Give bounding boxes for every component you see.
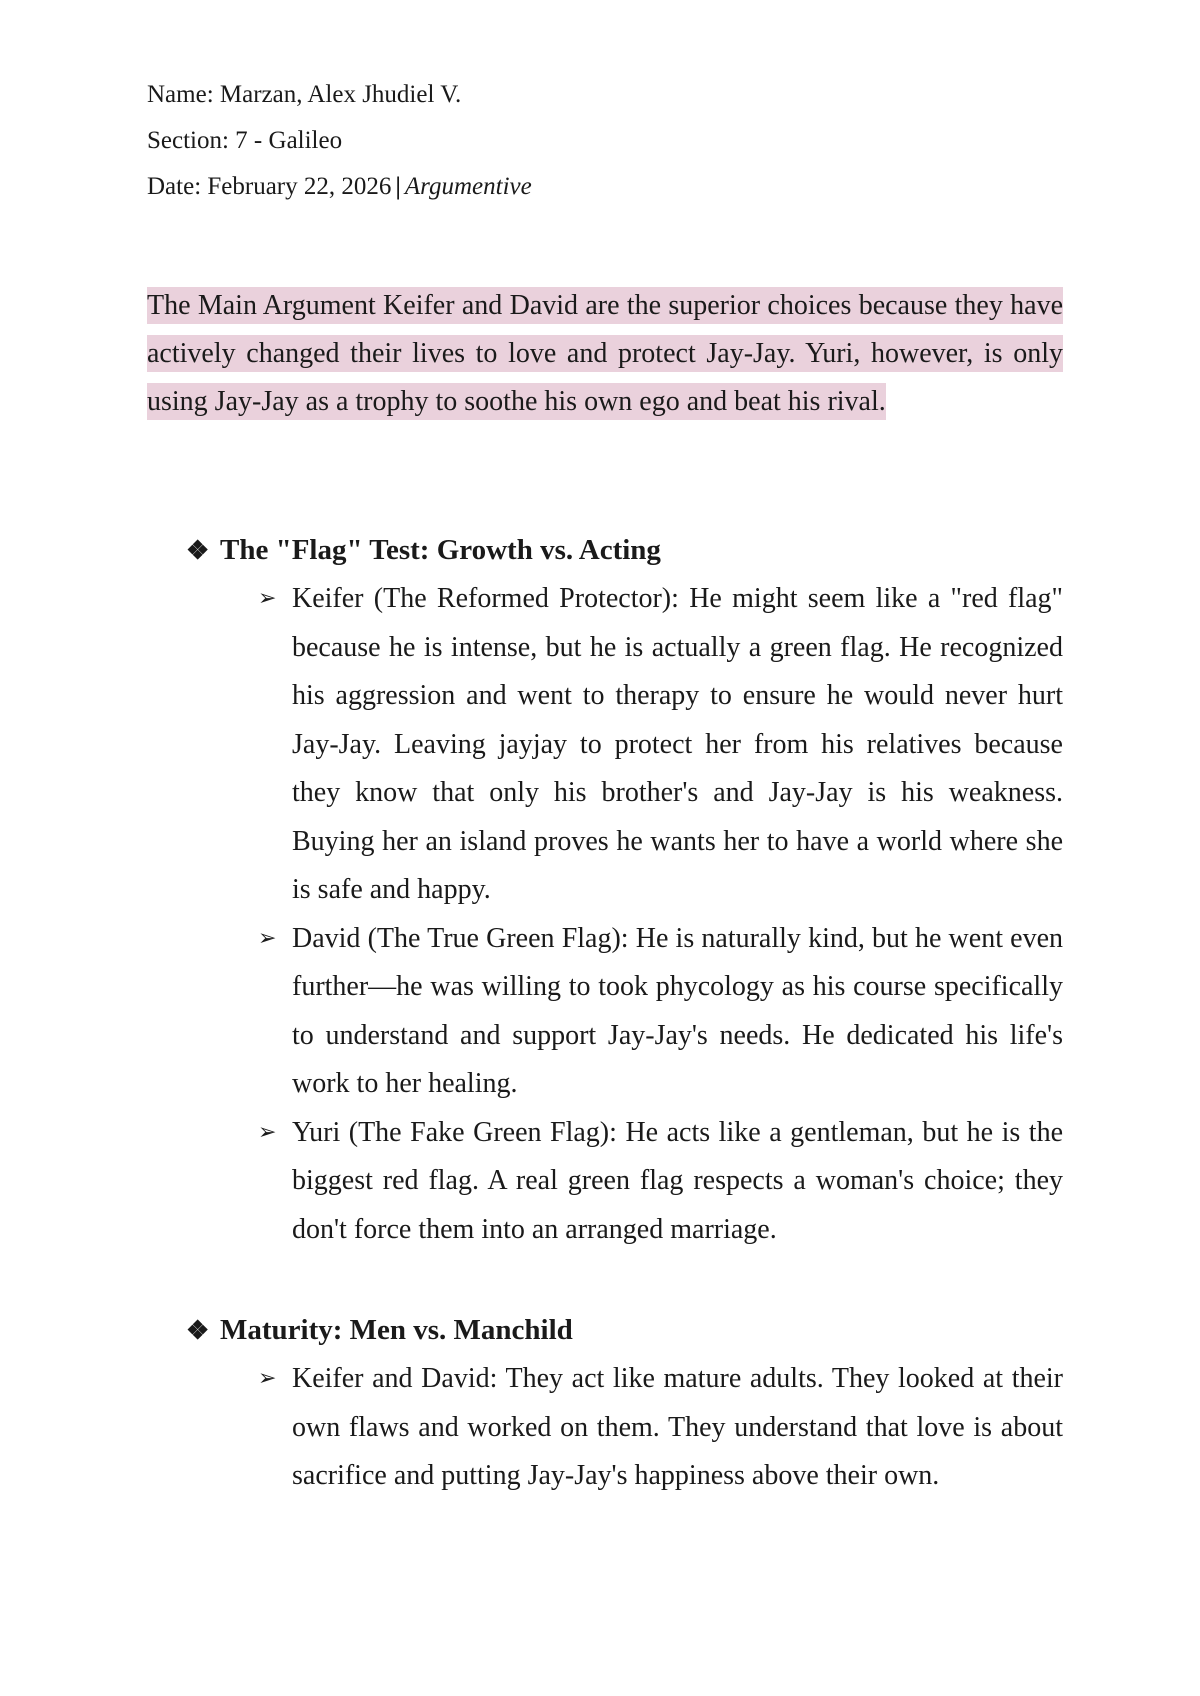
list-item [258,915,1063,1109]
bullet-list [186,575,1063,1254]
list-item [258,1355,1063,1501]
section-heading [186,1306,1063,1355]
arrow-bullet-icon: ➢ [258,586,277,611]
essay-type: Argumentive [404,173,532,200]
student-name: Name: Marzan, Alex Jhudiel V. [147,81,462,108]
bullet-list [186,1355,1063,1501]
list-item [258,1109,1063,1255]
bullet-text: Keifer and David: They act like mature adults. They looked at their own flaws and worked on them. They understand that love is about sacrifice and putting Jay-Jay's happiness above their own. [292,1363,1063,1491]
section-flag-test [186,526,1063,1254]
diamond-bullet-icon: ❖ [186,1316,210,1345]
arrow-bullet-icon: ➢ [258,1366,277,1391]
arrow-bullet-icon: ➢ [258,925,277,951]
student-header [147,72,532,210]
main-argument-text: The Main Argument Keifer and David are the superior choices because they have actively changed their lives to love and protect Jay-Jay. Yuri, however, is only using Jay-Jay as a trophy to soothe his own ego and beat his rival. [147,287,1063,420]
section-heading-text: Maturity: Men vs. Manchild [220,1314,573,1346]
bullet-text: Keifer (The Reformed Protector): He might seem like a "red flag" because he is intense, but he is actually a green flag. He recognized his aggression and went to therapy to ensure he would never hurt Jay-Jay. Leaving jayjay to protect her from his relatives because they know that only his brother's and Jay-Jay is his weakness. Buying her an island proves he wants her to have a world where she is safe and happy. [292,583,1063,905]
section-heading-text: The "Flag" Test: Growth vs. Acting [220,534,661,566]
section-heading [186,526,1063,575]
section-maturity [186,1306,1063,1501]
student-section: Section: 7 - Galileo [147,127,343,154]
date-text: Date: February 22, 2026 [147,173,392,200]
arrow-bullet-icon: ➢ [258,1119,277,1145]
date-line [147,164,532,210]
list-item [258,575,1063,915]
diamond-bullet-icon: ❖ [186,536,210,565]
bullet-text: David (The True Green Flag): He is naturally kind, but he went even further—he was willing to took phycology as his course specifically to understand and support Jay-Jay's needs. He dedicated his life's work to her healing. [292,922,1063,1099]
bullet-text: Yuri (The Fake Green Flag): He acts like a gentleman, but he is the biggest red flag. A real green flag respects a woman's choice; they don't force them into an arranged marriage. [292,1116,1063,1245]
separator: | [395,173,401,200]
main-argument-paragraph [147,282,1063,426]
